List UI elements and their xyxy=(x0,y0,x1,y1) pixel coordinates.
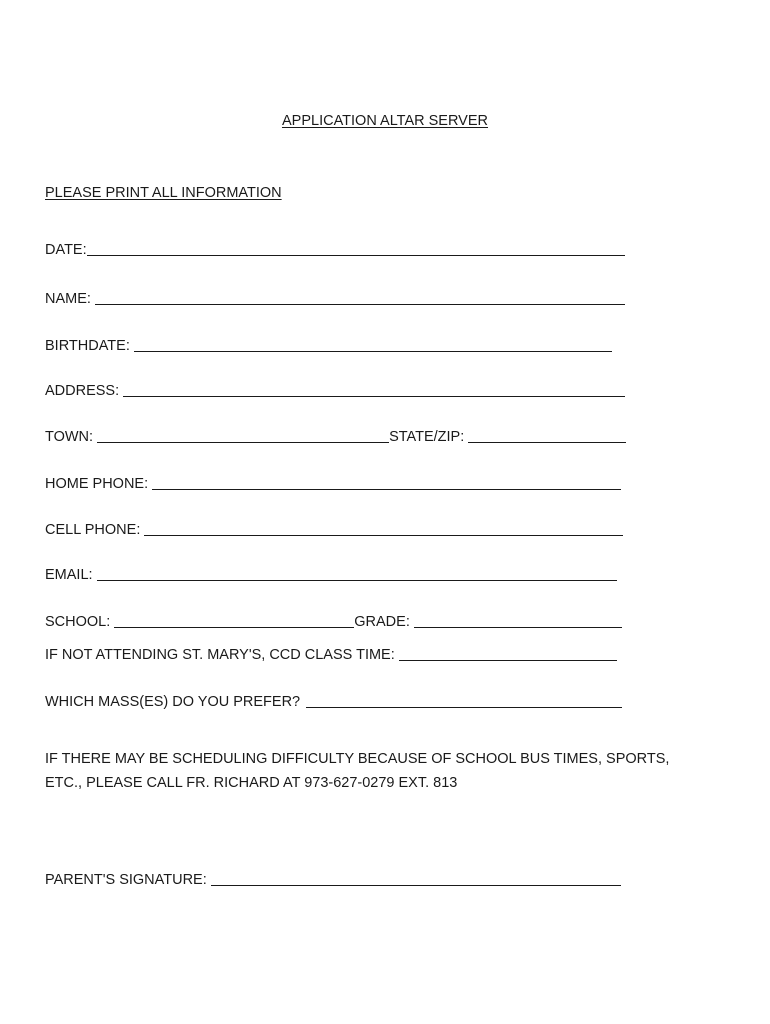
form-title xyxy=(0,112,770,130)
date-field[interactable] xyxy=(87,243,625,256)
scheduling-note-line-2: ETC., PLEASE CALL FR. RICHARD AT 973-627-0279 EXT. 813 xyxy=(45,775,458,791)
parent-signature-field[interactable] xyxy=(211,873,621,886)
address-label: ADDRESS: xyxy=(45,383,120,399)
birthdate-row xyxy=(45,337,612,355)
home-phone-field[interactable] xyxy=(152,477,621,490)
address-field[interactable] xyxy=(123,384,625,397)
cell-phone-row xyxy=(45,521,623,539)
birthdate-label: BIRTHDATE: xyxy=(45,338,130,354)
cell-phone-field[interactable] xyxy=(144,523,623,536)
school-field[interactable] xyxy=(114,615,354,628)
state-zip-label: STATE/ZIP: xyxy=(389,429,465,445)
email-row xyxy=(45,566,617,584)
cell-phone-label: CELL PHONE: xyxy=(45,522,141,538)
form-title-text: APPLICATION ALTAR SERVER xyxy=(281,113,489,129)
home-phone-label: HOME PHONE: xyxy=(45,476,149,492)
state-zip-field[interactable] xyxy=(468,430,626,443)
ccd-class-time-field[interactable] xyxy=(399,648,617,661)
date-row xyxy=(45,241,625,259)
mass-preference-field[interactable] xyxy=(306,695,622,708)
print-instruction: PLEASE PRINT ALL INFORMATION xyxy=(45,185,282,201)
parent-signature-row xyxy=(45,871,621,889)
mass-preference-row xyxy=(45,693,622,711)
grade-label: GRADE: xyxy=(354,614,410,630)
home-phone-row xyxy=(45,475,621,493)
school-grade-row xyxy=(45,613,622,631)
email-label: EMAIL: xyxy=(45,567,93,583)
email-field[interactable] xyxy=(97,568,617,581)
town-label: TOWN: xyxy=(45,429,94,445)
grade-field[interactable] xyxy=(414,615,622,628)
ccd-class-time-label: IF NOT ATTENDING ST. MARY'S, CCD CLASS TIME: xyxy=(45,647,395,663)
parent-signature-label: PARENT'S SIGNATURE: xyxy=(45,872,207,888)
town-field[interactable] xyxy=(97,430,389,443)
name-field[interactable] xyxy=(95,292,625,305)
address-row xyxy=(45,382,625,400)
birthdate-field[interactable] xyxy=(134,339,612,352)
name-label: NAME: xyxy=(45,291,91,307)
name-row xyxy=(45,290,625,308)
school-label: SCHOOL: xyxy=(45,614,111,630)
scheduling-note-line-1: IF THERE MAY BE SCHEDULING DIFFICULTY BECAUSE OF SCHOOL BUS TIMES, SPORTS, xyxy=(45,751,670,767)
mass-preference-label: WHICH MASS(ES) DO YOU PREFER? xyxy=(45,694,301,710)
ccd-class-time-row xyxy=(45,646,617,664)
scheduling-note xyxy=(45,747,669,795)
date-label: DATE: xyxy=(45,242,87,258)
town-state-row xyxy=(45,428,626,446)
